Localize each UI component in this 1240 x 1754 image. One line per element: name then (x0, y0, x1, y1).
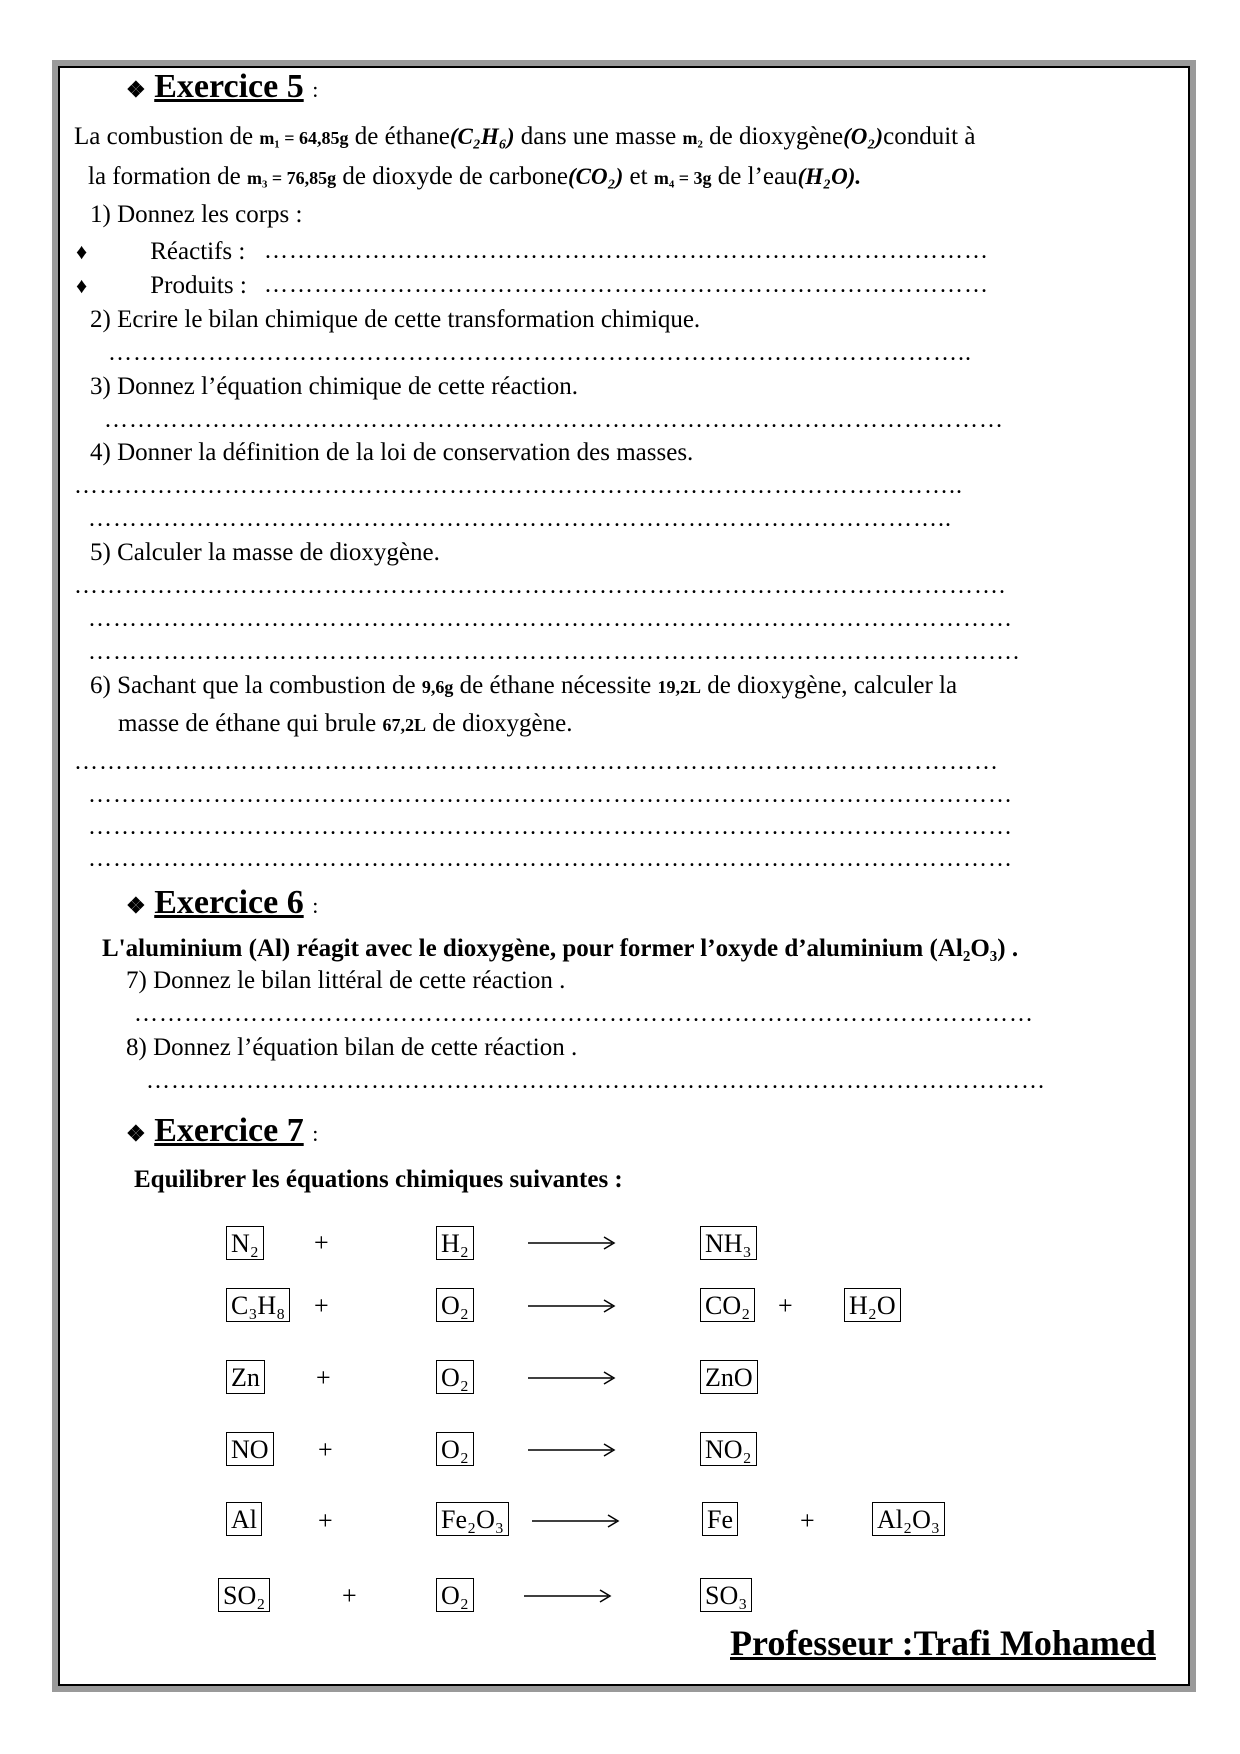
bullet-diamond-icon: ❖ (126, 1121, 146, 1146)
eq1-reactant-1: N₂ (226, 1226, 264, 1260)
q7-answer-dots[interactable]: ……………………………………………………………………………………………… (134, 1001, 1034, 1027)
exercise-6-title: Exercice 6 (154, 884, 304, 921)
eq5-reactant-1: Al (226, 1502, 262, 1536)
right-arrow-icon (532, 1510, 622, 1532)
plus-sign: + (318, 1506, 333, 1535)
q2-answer-dots[interactable]: ………………………………………………………………………………………….. (108, 340, 972, 366)
eq5-product-1: Fe (702, 1502, 738, 1536)
right-arrow-icon (528, 1367, 618, 1389)
eq3-reactant-2: O₂ (436, 1360, 474, 1394)
exercise-5-header: ❖ Exercice 5 : (126, 68, 319, 105)
q3-answer-dots[interactable]: ……………………………………………………………………………………………… (104, 407, 1004, 433)
question-4: 4) Donner la définition de la loi de conservation des masses. (90, 439, 694, 466)
eq3-product-1: ZnO (700, 1360, 758, 1394)
question-6-line-2: masse de éthane qui brule 67,2L de dioxygène. (118, 710, 573, 737)
bullet-diamond-icon: ❖ (126, 893, 146, 918)
question-6-line-1: 6) Sachant que la combustion de 9,6g de éthane nécessite 19,2L de dioxygène, calculer la (90, 672, 958, 699)
eq6-reactant-2: O₂ (436, 1578, 474, 1612)
eq4-product-1: NO₂ (700, 1432, 757, 1466)
question-7: 7) Donnez le bilan littéral de cette réaction . (126, 967, 566, 994)
exercise-7-header: ❖ Exercice 7 : (126, 1112, 319, 1149)
right-arrow-icon (528, 1295, 618, 1317)
right-arrow-icon (524, 1585, 614, 1607)
eq4-reactant-2: O₂ (436, 1432, 474, 1466)
ex6-intro: L'aluminium (Al) réagit avec le dioxygène, pour former l’oxyde d’aluminium (Al₂O₃) . (102, 935, 1019, 962)
produits-answer-dots[interactable]: …………………………………………………………………………… (264, 272, 989, 298)
plus-sign: + (342, 1581, 357, 1610)
plus-sign: + (314, 1291, 329, 1320)
bullet-icon: ♦ (76, 273, 88, 298)
exercise-7-title: Exercice 7 (154, 1112, 304, 1149)
ex7-intro: Equilibrer les équations chimiques suivantes : (134, 1166, 623, 1193)
q6-answer-dots-3[interactable]: ………………………………………………………………………………………………… (88, 814, 1013, 840)
eq5-reactant-2: Fe₂O₃ (436, 1502, 509, 1536)
eq2-reactant-2: O₂ (436, 1288, 474, 1322)
q8-answer-dots[interactable]: ……………………………………………………………………………………………… (146, 1068, 1046, 1094)
eq1-reactant-2: H₂ (436, 1226, 474, 1260)
eq5-product-2: Al₂O₃ (872, 1502, 945, 1536)
q4-answer-dots-2[interactable]: ………………………………………………………………………………………….. (88, 506, 952, 532)
plus-sign: + (800, 1506, 815, 1535)
question-3: 3) Donnez l’équation chimique de cette réaction. (90, 373, 578, 400)
exercise-5-title: Exercice 5 (154, 68, 304, 105)
bullet-diamond-icon: ❖ (126, 77, 146, 102)
professor-signature: Professeur :Trafi Mohamed (730, 1623, 1156, 1663)
reactifs-answer-dots[interactable]: …………………………………………………………………………… (264, 238, 989, 264)
question-1: 1) Donnez les corps : (90, 201, 303, 228)
bullet-icon: ♦ (76, 239, 88, 264)
exercise-6-header: ❖ Exercice 6 : (126, 884, 319, 921)
q5-answer-dots-2[interactable]: ………………………………………………………………………………………………… (88, 606, 1013, 632)
eq3-reactant-1: Zn (226, 1360, 265, 1394)
eq2-reactant-1: C₃H₈ (226, 1288, 290, 1322)
plus-sign: + (316, 1363, 331, 1392)
reactifs-line: ♦ Réactifs : (76, 238, 246, 265)
question-5: 5) Calculer la masse de dioxygène. (90, 539, 440, 566)
ex5-intro-line-2: la formation de m₃ = 76,85g de dioxyde de carbone(CO₂) et m₄ = 3g de l’eau(H₂O). (88, 163, 862, 190)
q6-answer-dots-2[interactable]: ………………………………………………………………………………………………… (88, 782, 1013, 808)
question-2: 2) Ecrire le bilan chimique de cette transformation chimique. (90, 306, 701, 333)
eq6-reactant-1: SO₂ (218, 1578, 270, 1612)
question-8: 8) Donnez l’équation bilan de cette réaction . (126, 1034, 578, 1061)
q6-answer-dots-4[interactable]: ………………………………………………………………………………………………… (88, 846, 1013, 872)
produits-line: ♦ Produits : (76, 272, 247, 299)
eq4-reactant-1: NO (226, 1432, 274, 1466)
eq2-product-1: CO₂ (700, 1288, 755, 1322)
q5-answer-dots-1[interactable]: …………………………………………………………………………………………………. (74, 573, 1006, 599)
q6-answer-dots-1[interactable]: ………………………………………………………………………………………………… (74, 749, 999, 775)
right-arrow-icon (528, 1232, 618, 1254)
right-arrow-icon (528, 1439, 618, 1461)
plus-sign: + (314, 1228, 329, 1257)
eq1-product-1: NH₃ (700, 1226, 757, 1260)
q5-answer-dots-3[interactable]: …………………………………………………………………………………………………. (88, 639, 1020, 665)
ex5-intro-line-1: La combustion de m₁ = 64,85g de éthane(C₂H₆) dans une masse m₂ de dioxygène(O₂)conduit à (74, 123, 976, 150)
plus-sign: + (778, 1291, 793, 1320)
q4-answer-dots-1[interactable]: …………………………………………………………………………………………….. (74, 473, 963, 499)
plus-sign: + (318, 1435, 333, 1464)
eq2-product-2: H₂O (844, 1288, 901, 1322)
eq6-product-1: SO₃ (700, 1578, 752, 1612)
